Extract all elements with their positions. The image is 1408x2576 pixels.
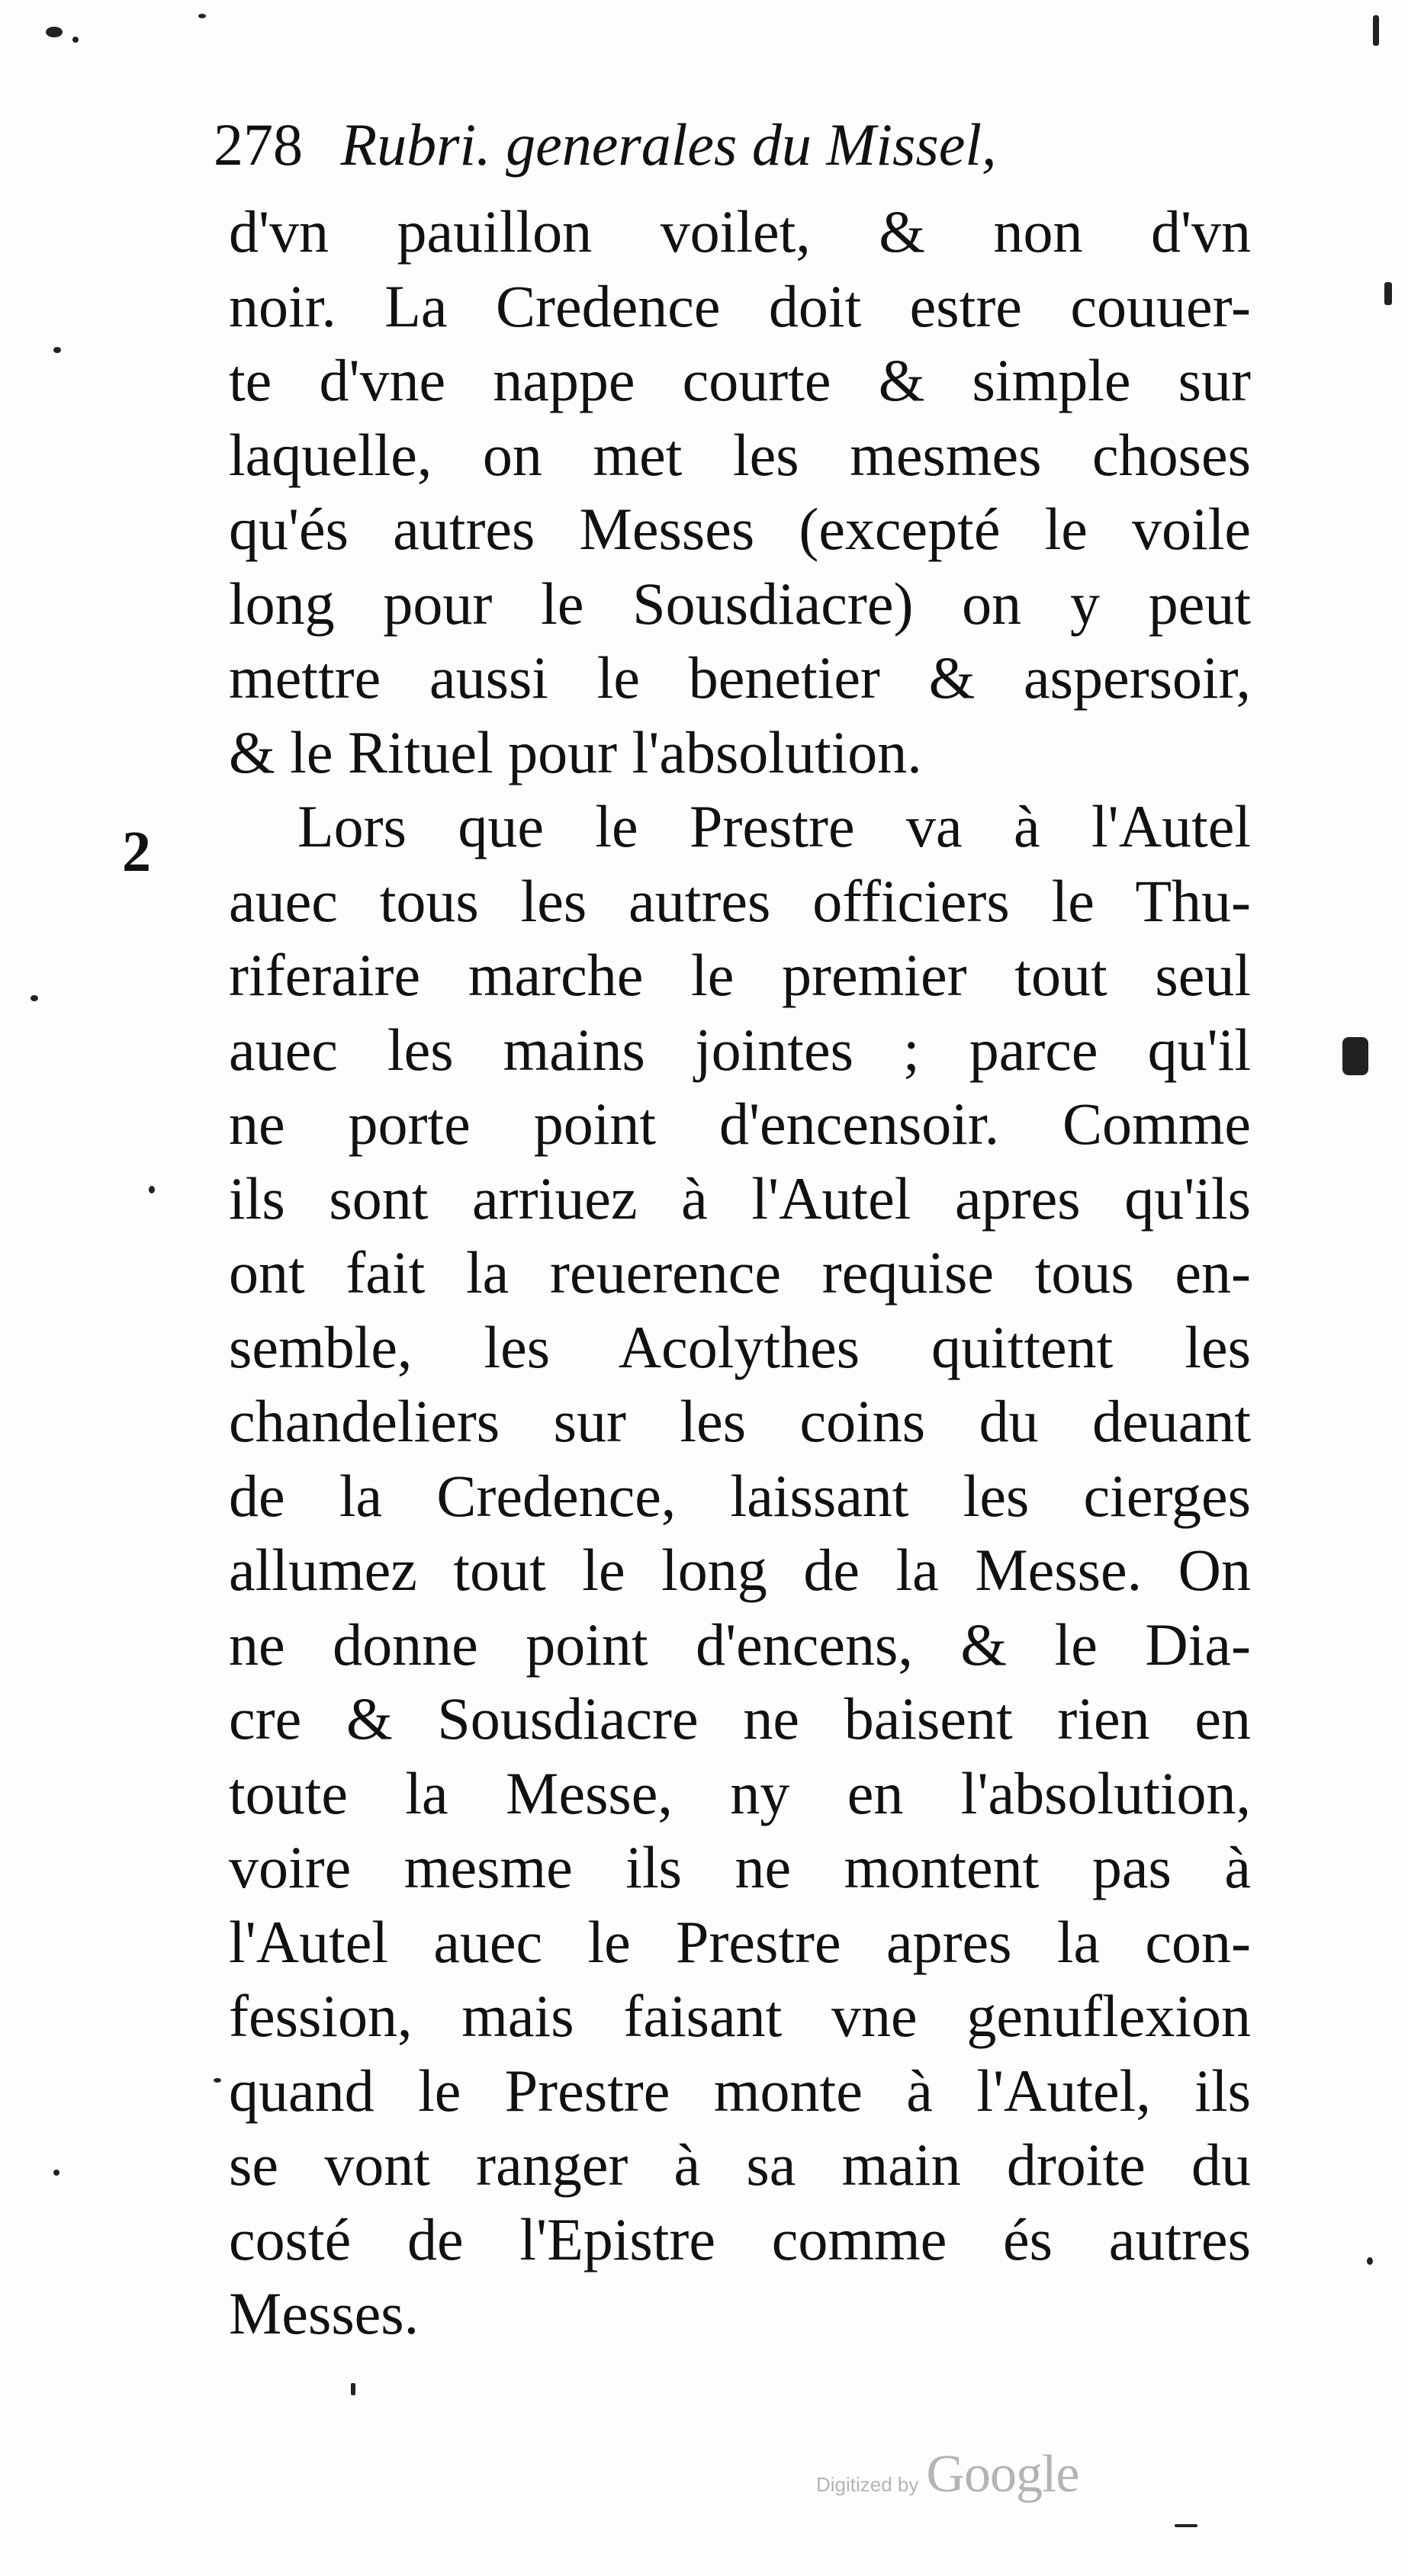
text-line: se vont ranger à sa main droite du <box>229 2131 1251 2198</box>
digitized-by-google-watermark <box>816 2444 1079 2513</box>
text-line: & le Rituel pour l'absolution. <box>229 718 922 785</box>
text-line: Messes. <box>229 2280 420 2346</box>
text-line: laquelle, on met les mesmes choses <box>229 421 1251 488</box>
running-title: Rubri. generales du Missel, <box>340 111 997 178</box>
running-header <box>214 107 1251 183</box>
scan-speck <box>53 2170 59 2176</box>
text-line: ne donne point d'encens, & le Dia- <box>229 1611 1251 1678</box>
text-line: semble, les Acolythes quittent les <box>229 1313 1251 1380</box>
google-logo: Google <box>926 2445 1079 2504</box>
text-line: mettre aussi le benetier & aspersoir, <box>229 644 1251 711</box>
scan-speck <box>31 995 38 1001</box>
scan-speck <box>1367 2257 1373 2265</box>
text-line: auec tous les autres officiers le Thu- <box>229 867 1251 934</box>
body-text <box>229 194 1251 2351</box>
scan-speck <box>1384 282 1392 305</box>
text-line: costé de l'Epistre comme és autres <box>229 2205 1251 2272</box>
scan-speck <box>53 347 61 353</box>
scan-speck <box>149 1186 155 1193</box>
scan-speck <box>351 2383 355 2395</box>
text-line: riferaire marche le premier tout seul <box>229 942 1251 1008</box>
text-line: allumez tout le long de la Messe. On <box>229 1537 1251 1603</box>
text-line: quand le Prestre monte à l'Autel, ils <box>229 2057 1251 2124</box>
scan-speck <box>1175 2524 1197 2527</box>
watermark-prefix: Digitized by <box>816 2473 919 2496</box>
scan-speck <box>214 2078 221 2083</box>
scan-speck <box>198 14 206 18</box>
scan-speck <box>1373 15 1379 46</box>
text-line: chandeliers sur les coins du deuant <box>229 1388 1251 1454</box>
text-line: toute la Messe, ny en l'absolution, <box>229 1759 1251 1826</box>
page-number: 278 <box>214 111 303 178</box>
scan-speck <box>1342 1037 1368 1075</box>
text-line: voire mesme ils ne montent pas à <box>229 1834 1251 1900</box>
text-line: long pour le Sousdiacre) on y peut <box>229 570 1251 637</box>
text-line: Lors que le Prestre va à l'Autel <box>297 793 1251 859</box>
text-line: d'vn pauillon voilet, & non d'vn <box>229 198 1251 265</box>
paragraph-1 <box>229 194 1251 789</box>
text-line: auec les mains jointes ; parce qu'il <box>229 1016 1251 1083</box>
text-line: l'Autel auec le Prestre apres la con- <box>229 1908 1251 1975</box>
text-line: qu'és autres Messes (excepté le voile <box>229 496 1251 562</box>
text-line: te d'vne nappe courte & simple sur <box>229 347 1251 413</box>
text-line: fession, mais faisant vne genuflexion <box>229 1983 1251 2049</box>
margin-section-number: 2 <box>122 820 151 884</box>
text-line: ils sont arriuez à l'Autel apres qu'ils <box>229 1164 1251 1232</box>
text-line: ne porte point d'encensoir. Comme <box>229 1090 1251 1157</box>
text-line: de la Credence, laissant les cierges <box>229 1462 1251 1529</box>
text-line: ont fait la reuerence requise tous en- <box>229 1239 1251 1306</box>
paragraph-2 <box>229 789 1251 2351</box>
text-line: noir. La Credence doit estre couuer- <box>229 272 1251 339</box>
text-line: cre & Sousdiacre ne baisent rien en <box>229 1685 1251 1752</box>
scan-speck <box>46 27 63 37</box>
scan-speck <box>72 37 79 43</box>
